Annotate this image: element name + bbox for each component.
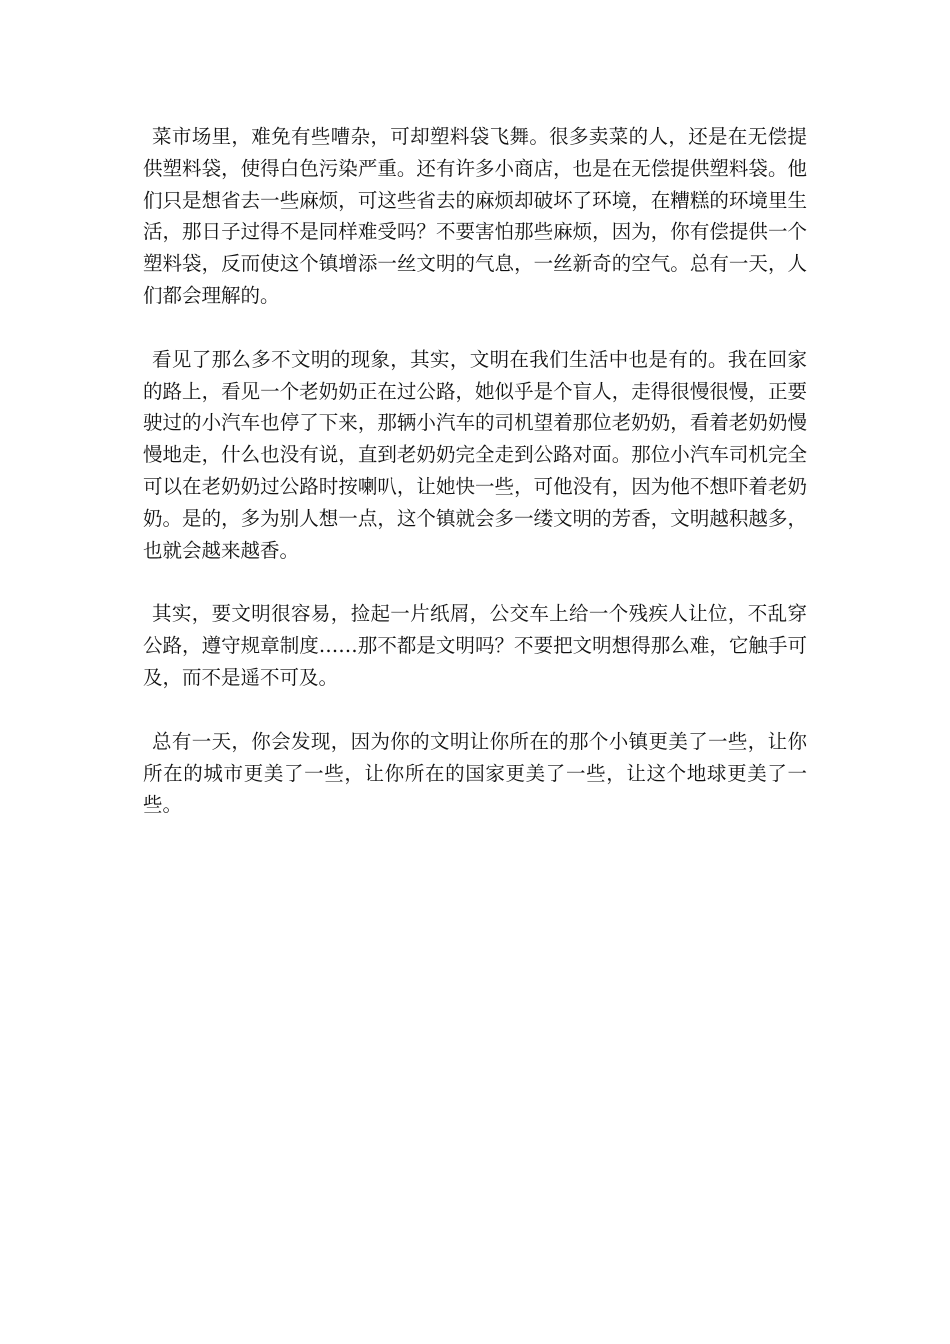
document-body [143,121,807,853]
paragraph-civility-easy: 其实，要文明很容易，捡起一片纸屑，公交车上给一个残疾人让位，不乱穿公路，遵守规章制度……那不都是文明吗？不要把文明想得那么难，它触手可及，而不是遥不可及。 [143,602,807,689]
paragraph-old-grandma: 看见了那么多不文明的现象，其实，文明在我们生活中也是有的。我在回家的路上，看见一个老奶奶正在过公路，她似乎是个盲人，走得很慢很慢，正要驶过的小汽车也停了下来，那辆小汽车的司机望着那位老奶奶，看着老奶奶慢慢地走，什么也没有说，直到老奶奶完全走到公路对面。那位小汽车司机完全可以在老奶奶过公路时按喇叭，让她快一些，可他没有，因为他不想吓着老奶奶。是的，多为别人想一点，这个镇就会多一缕文明的芳香，文明越积越多，也就会越来越香。 [143,347,807,562]
paragraph-conclusion: 总有一天，你会发现，因为你的文明让你所在的那个小镇更美了一些，让你所在的城市更美了一些，让你所在的国家更美了一些，让这个地球更美了一些。 [143,729,807,817]
paragraph-plastic-bags: 菜市场里，难免有些嘈杂，可却塑料袋飞舞。很多卖菜的人，还是在无偿提供塑料袋，使得白色污染严重。还有许多小商店，也是在无偿提供塑料袋。他们只是想省去一些麻烦，可这些省去的麻烦却破坏了环境，在糟糕的环境里生活，那日子过得不是同样难受吗？不要害怕那些麻烦，因为，你有偿提供一个塑料袋，反而使这个镇增添一丝文明的气息，一丝新奇的空气。总有一天，人们都会理解的。 [143,125,807,307]
